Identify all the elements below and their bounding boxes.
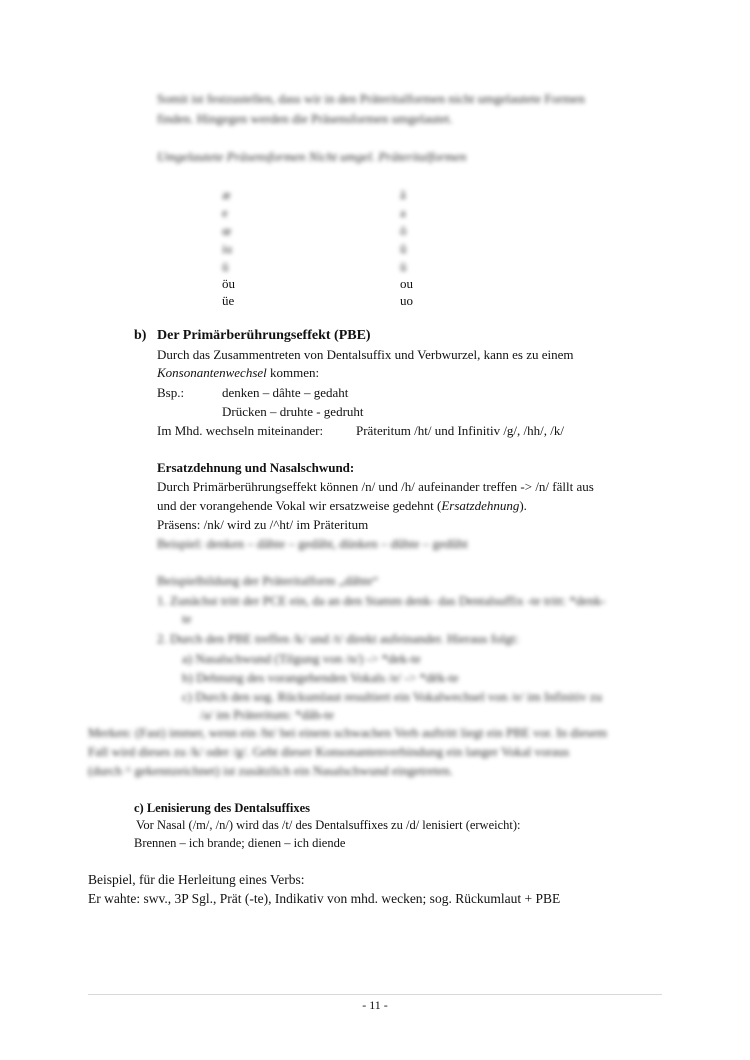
derivation-step: 2. Durch den PBE treffen /k/ und /t/ direkt aufeinander. Hieraus folgt:: [157, 631, 519, 646]
vowel-table-header: Umgelautete Präsensformen Nicht umgel. Präteritalformen: [157, 149, 467, 164]
section-marker-b: b): [134, 328, 147, 343]
ersatz-line-2-pre: und der vorangehende Vokal wir ersatzweise gedehnt (: [157, 498, 442, 513]
vowel-left: ü: [222, 259, 229, 274]
pbe-description-cont: [157, 364, 319, 382]
vowel-left: iu: [222, 241, 233, 256]
beispiel-line-2: Er wahte: swv., 3P Sgl., Prät (-te), Indikativ von mhd. wecken; sog. Rückumlaut + PBE: [88, 891, 561, 906]
derivation-substep: b) Dehnung des vorangehenden Vokals /e/ -> *dēk-te: [182, 670, 459, 685]
vowel-pair-right: ou: [400, 276, 413, 291]
derivation-step: te: [182, 611, 192, 626]
vowel-left: e: [222, 205, 228, 220]
page-number: - 11 -: [362, 998, 388, 1012]
ersatz-line-3: Präsens: /nk/ wird zu /^ht/ im Präteritum: [157, 517, 369, 532]
footer-divider: [88, 994, 662, 995]
derivation-substep: c) Durch den sog. Rückumlaut resultiert ein Vokalwechsel von /e/ im Infinitiv zu: [182, 689, 603, 704]
ersatz-line-1: Durch Primärberührungseffekt können /n/ und /h/ aufeinander treffen -> /n/ fällt aus: [157, 479, 594, 494]
merken-note: Merken: (Fast) immer, wenn ein /ht/ bei einem schwachen Verb auftritt liegt ein PBE vor. In diesem: [88, 725, 608, 740]
pbe-description: Durch das Zusammentreten von Dentalsuffix und Verbwurzel, kann es zu einem: [157, 347, 574, 362]
vowel-right: ū: [400, 259, 407, 274]
vowel-right: ô: [400, 223, 407, 238]
vowel-pair-right: uo: [400, 293, 413, 308]
merken-note: Fall wird dieses zu /k/ oder /g/. Geht dieser Konsonantenverbindung ein langer Vokal voraus: [88, 744, 570, 759]
term-konsonantenwechsel: Konsonantenwechsel: [157, 365, 267, 380]
section-title-lenisierung: c) Lenisierung des Dentalsuffixes: [134, 801, 311, 815]
section-title-pbe: Der Primärberührungseffekt (PBE): [157, 328, 371, 343]
example-label: Bsp.:: [157, 385, 185, 400]
ersatz-line-2: [157, 497, 527, 515]
derivation-substep: a) Nasalschwund (Tilgung von /n/) -> *dek-te: [182, 651, 421, 666]
derivation-substep: /a/ im Präteritum: *dâh-te: [200, 707, 334, 722]
vowel-right: a: [400, 205, 406, 220]
ersatz-example: Beispiel: denken – dâhte – gedâht, dünken – dûhte – gedûht: [157, 536, 468, 551]
lenis-line-1: Vor Nasal (/m/, /n/) wird das /t/ des Dentalsuffixes zu /d/ lenisiert (erweicht):: [136, 818, 521, 832]
section-title-ersatzdehnung: Ersatzdehnung und Nasalschwund:: [157, 460, 355, 475]
derivation-step: 1. Zunächst tritt der PCE ein, da an den Stamm denk- das Dentalsuffix -te tritt: *denk-: [157, 593, 606, 608]
derivation-title: Beispielbildung der Präteritalform „dâhte“: [157, 573, 379, 588]
term-ersatzdehnung: Ersatzdehnung: [441, 498, 520, 513]
ersatz-line-2-post: ).: [519, 498, 527, 513]
vowel-pair-left: öu: [222, 276, 235, 291]
intro-line-1: Somit ist festzustellen, dass wir in den Präteritalformen nicht umgelautete Formen: [157, 91, 585, 106]
vowel-right: û: [400, 241, 407, 256]
example-line: denken – dâhte – gedaht: [222, 385, 349, 400]
lenis-line-2: Brennen – ich brande; dienen – ich diende: [134, 836, 346, 850]
vowel-left: œ: [222, 223, 232, 238]
example-line: Drücken – druhte - gedruht: [222, 404, 364, 419]
vowel-right: â: [400, 187, 406, 202]
mhd-value: Präteritum /ht/ und Infinitiv /g/, /hh/, /k/: [356, 423, 564, 438]
intro-line-2: finden. Hingegen werden die Präsensformen umgelautet.: [157, 111, 453, 126]
merken-note: (durch ^ gekennzeichnet) ist zusätzlich ein Nasalschwund eingetreten.: [88, 763, 453, 778]
mhd-label: Im Mhd. wechseln miteinander:: [157, 423, 324, 438]
vowel-pair-left: üe: [222, 293, 235, 308]
vowel-left: æ: [222, 187, 231, 202]
beispiel-line-1: Beispiel, für die Herleitung eines Verbs:: [88, 872, 305, 887]
pbe-description-tail: kommen:: [266, 365, 320, 380]
